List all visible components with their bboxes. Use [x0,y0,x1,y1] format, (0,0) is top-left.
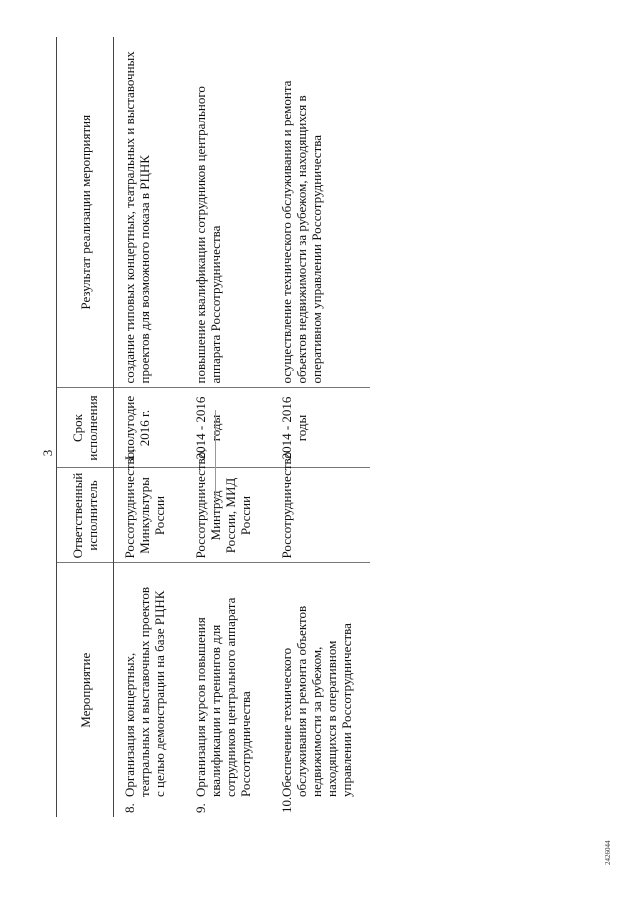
row-number: 8. [122,803,137,813]
page-number: 3 [40,449,55,457]
header-result: Результат реализации мероприятия [57,37,114,388]
cell-action [114,563,184,817]
action-text: Организация концертных, театральных и выставочных проектов с целью демонстрации на базе РЦНК [122,587,167,797]
header-row [57,37,114,817]
cell-result: создание типовых концертных, театральных и выставочных проектов для возможного показа в РЦНК [114,37,184,388]
cell-deadline: I полугодие 2016 г. [114,388,184,468]
cell-action [269,563,370,817]
table-row [114,37,184,817]
action-text: Организация курсов повышения квалификации и тренингов для сотрудников центрального аппарата Россотрудничества [193,597,253,797]
table-header [57,37,114,817]
table-row [183,37,269,817]
cell-executor: Россотрудничество [269,468,370,563]
cell-result: повышение квалификации сотрудников центрального аппарата Россотрудничества [183,37,269,388]
cell-action [183,563,269,817]
row-number: 9. [193,803,208,813]
row-number: 10. [279,796,294,813]
measures-table [56,37,370,817]
cell-deadline: 2014 - 2016 годы [183,388,269,468]
end-divider [215,410,216,505]
document-code: 2426044 [604,840,612,865]
action-text: Обеспечение технического обслуживания и ремонта объектов недвижимости за рубежом, находящихся в оперативном управлении Россотрудничества [279,605,354,797]
table-body [114,37,371,817]
cell-deadline: 2014 - 2016 годы [269,388,370,468]
cell-executor: Россотрудничество, Минкультуры России [114,468,184,563]
cell-result: осуществление технического обслуживания и ремонта объектов недвижимости за рубежом, находящихся в оперативном управлении Россотрудничества [269,37,370,388]
cell-executor: Россотрудничество, Минтруд России, МИД России [183,468,269,563]
header-deadline: Срок исполнения [57,388,114,468]
header-executor: Ответственный исполнитель [57,468,114,563]
header-action: Мероприятие [57,563,114,817]
table-row [269,37,370,817]
